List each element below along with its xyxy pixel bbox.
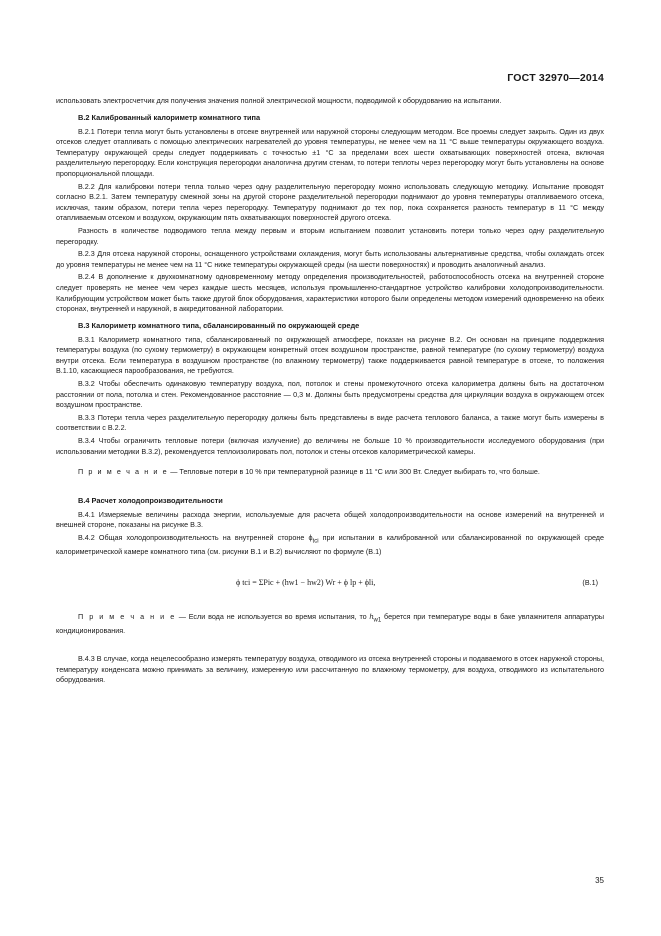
note-1 <box>56 467 604 478</box>
note-text: — Тепловые потери в 10 % при температурной разнице в 11 °С или 300 Вт. Следует выбирать то, что больше. <box>168 467 540 477</box>
note-label: П р и м е ч а н и е <box>78 611 176 621</box>
section-heading-b2: В.2 Калиброванный калориметр комнатного типа <box>78 112 261 122</box>
document-body <box>56 96 604 688</box>
paragraph-b43: В.4.3 В случае, когда нецелесообразно измерять температуру воздуха, отводимого из отсека внутренней стороны и подаваемого в отсек наружной стороны, температуру конденсата можно принимать за величину, измеренную или рассчитанную по влажному термометру, для воздуха, отводимого из испытательного оборудования. <box>56 654 604 685</box>
h-symbol: h <box>369 611 374 621</box>
phi-symbol: ϕ <box>308 533 313 542</box>
paragraph-b41: В.4.1 Измеряемые величины расхода энергии, используемые для расчета общей холодопроизводительности на основе измерений на внутренней и внешней стороне, показаны на рисунке В.3. <box>56 509 604 530</box>
paragraph-b24: В.2.4 В дополнение к двухкомнатному одновременному методу определения производительностей, работоспособность отсека на внутренней стороне следует проверять не менее чем через каждые шесть месяцев, используя промышленно-стандартное устройство калибровки холодопроизводительности. Калибрующим устройством может быть также другой блок оборудования, характеристики которого были определены методом измерений одновременно на обеих сторонах, внутренней и наружной, в аккредитованной лаборатории. <box>56 272 604 314</box>
paragraph-b32: В.3.2 Чтобы обеспечить одинаковую температуру воздуха, пол, потолок и стены промежуточного отсека калориметра должны быть на достаточном расстоянии от пола, потолка и стен. Рекомендованное расстояние — 0,3 м. Должны быть предусмотрены средства для циркуляции воздуха в окружающем отсек воздушном пространстве. <box>56 379 604 410</box>
note-label: П р и м е ч а н и е <box>78 467 169 477</box>
h-subscript: w1 <box>373 617 382 624</box>
note-2 <box>56 612 604 637</box>
paragraph-b42 <box>56 533 604 558</box>
paragraph-b22-cont: Разность в количестве подводимого тепла между первым и вторым испытанием позволит установить потери только через одну разделительную перегородку. <box>56 225 604 246</box>
paragraph: использовать электросчетчик для получения значения полной электрической мощности, подводимой к оборудованию на испытании. <box>56 96 502 105</box>
formula-number: (В.1) <box>582 577 598 587</box>
phi-subscript: tci <box>312 538 319 545</box>
paragraph-b23: В.2.3 Для отсека наружной стороны, оснащенного устройствами охлаждения, могут быть использованы альтернативные средства, чтобы охлаждать отсек до уровня температуры не менее чем на 11 °С ниже температуры окружающей среды (на шести поверхностях) и проводить аналогичный анализ. <box>56 249 604 269</box>
note-text-a: — Если вода не используется во время испытания, то <box>175 611 370 621</box>
paragraph-b31: В.3.1 Калориметр комнатного типа, сбалансированный по окружающей атмосфере, показан на рисунке В.2. Он основан на принципе поддержания температуры воздуха (по сухому термометру) в окружающем конкретный отсек воздушном пространстве, равной температуре (по сухому термометру) воздуха внутри отсека. Если температура в воздушном пространстве (по влажному термометру) также поддерживается равной температуре в отсеке, то положения В.1.10, касающиеся парообразования, не требуются. <box>56 334 604 376</box>
paragraph-b34: В.3.4 Чтобы ограничить тепловые потери (включая излучение) до величины не больше 10 % производительности исследуемого оборудования (при использовании методики В.3.2), рекомендуется теплоизолировать пол, потолок и стены отсеков калориметрической камеры. <box>56 436 604 456</box>
paragraph-b21: В.2.1 Потери тепла могут быть установлены в отсеке внутренней или наружной стороны следующим методом. Все проемы следует закрыть. Один из двух отсеков следует отапливать с помощью электрических нагревателей до уровня температуры, не менее чем на 11 °С выше температуры окружающего воздуха. Температуру окружающей среды следует поддерживать с точностью ±1 °С за пределами всех шести охватывающих поверхностей отсека, включая разделительную перегородку. Если конструкция перегородки аналогична другим стенам, то потери теплоты через перегородку могут быть установлены на основе пропорциональной площади. <box>56 126 604 178</box>
formula-expression: ϕ tci = ΣPic + (hw1 − hw2) Wr + ϕ lp + ϕli, <box>236 577 376 587</box>
standard-number: ГОСТ 32970—2014 <box>507 72 604 84</box>
page-number: 35 <box>595 876 604 885</box>
formula-b1 <box>56 576 604 596</box>
b42-text-a: В.4.2 Общая холодопроизводительность на внутренней стороне <box>78 533 309 542</box>
section-heading-b3: В.3 Калориметр комнатного типа, сбалансированный по окружающей среде <box>78 320 360 330</box>
section-heading-b4: В.4 Расчет холодопроизводительности <box>78 495 223 505</box>
paragraph-b22: В.2.2 Для калибровки потери тепла только через одну разделительную перегородку можно использовать следующую методику. Испытание проводят согласно В.2.1. Затем температуру смежной зоны на другой стороне разделительной перегородки поднимают до уровня температуры отапливаемого отсека, исключая, таким образом, потери тепла через перегородку. Температуру поднимают до тех пор, пока сохраняется разность температур в 11 °С между отапливаемым отсеком и воздухом, окружающим пять охватывающих поверхностей другого отсека. <box>56 181 604 223</box>
paragraph-b33: В.3.3 Потери тепла через разделительную перегородку должны быть представлены в виде расчета теплового баланса, а также могут быть измерены в соответствии с В.2.2. <box>56 412 604 433</box>
note-text-b: берется при температуре воды в баке увлажнителя аппаратуры кондиционирования. <box>56 611 604 635</box>
document-page <box>56 0 604 936</box>
b42-text-b: при испытании в калиброванной или сбалансированной по окружающей среде калориметрической камере комнатного типа (см. рисунки В.1 и В.2) вычисляют по формуле (В.1) <box>56 533 604 557</box>
